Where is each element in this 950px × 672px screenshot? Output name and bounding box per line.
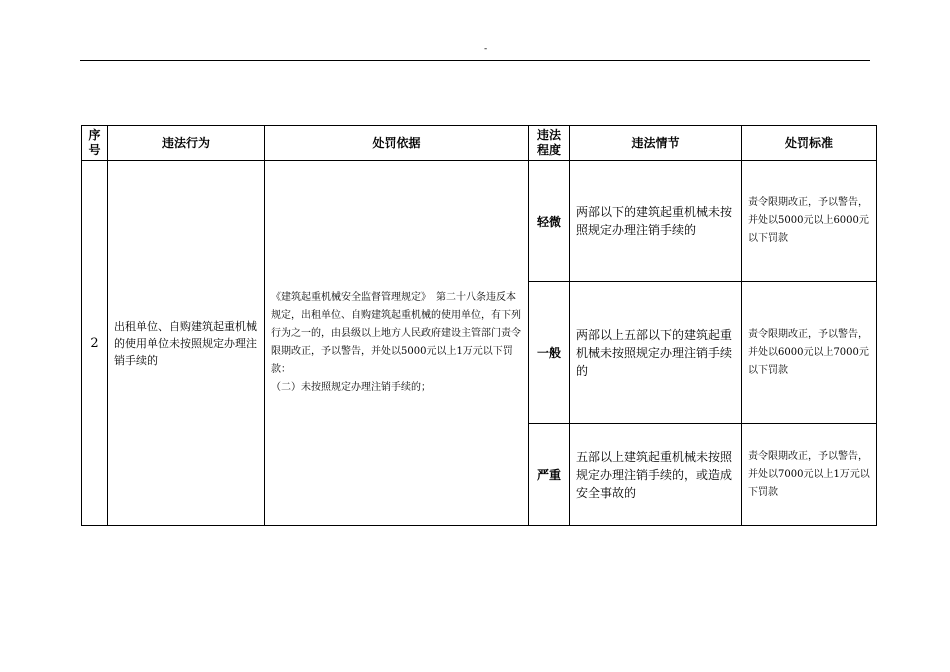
penalty-basis: 《建筑起重机械安全监督管理规定》 第二十八条违反本规定，出租单位、自购建筑起重机械的使用单位，有下列行为之一的，由县级以上地方人民政府建设主管部门责令限期改正，予以警告，并处以5000元以上1万元以下罚款： （二）未按照规定办理注销手续的；: [265, 161, 529, 526]
header-circumstance: 违法情节: [570, 126, 742, 161]
standard-general: 责令限期改正，予以警告，并处以6000元以上7000元以下罚款: [742, 282, 877, 424]
penalty-table: [81, 125, 877, 526]
level-general: 一般: [529, 282, 570, 424]
page-header-mark: -: [484, 44, 488, 54]
header-standard: 处罚标准: [742, 126, 877, 161]
table-row: [82, 161, 877, 282]
circumstance-minor: 两部以下的建筑起重机械未按照规定办理注销手续的: [570, 161, 742, 282]
circumstance-serious: 五部以上建筑起重机械未按照规定办理注销手续的，或造成安全事故的: [570, 424, 742, 526]
circumstance-general: 两部以上五部以下的建筑起重机械未按照规定办理注销手续的: [570, 282, 742, 424]
standard-serious: 责令限期改正，予以警告，并处以7000元以上1万元以下罚款: [742, 424, 877, 526]
table-header-row: [82, 126, 877, 161]
violation-act: 出租单位、自购建筑起重机械的使用单位未按照规定办理注销手续的: [108, 161, 265, 526]
standard-minor: 责令限期改正，予以警告，并处以5000元以上6000元以下罚款: [742, 161, 877, 282]
header-basis: 处罚依据: [265, 126, 529, 161]
level-serious: 严重: [529, 424, 570, 526]
header-level: 违法 程度: [529, 126, 570, 161]
row-seq: 2: [82, 161, 108, 526]
header-seq: 序 号: [82, 126, 108, 161]
header-rule: [80, 60, 870, 61]
header-act: 违法行为: [108, 126, 265, 161]
level-minor: 轻微: [529, 161, 570, 282]
